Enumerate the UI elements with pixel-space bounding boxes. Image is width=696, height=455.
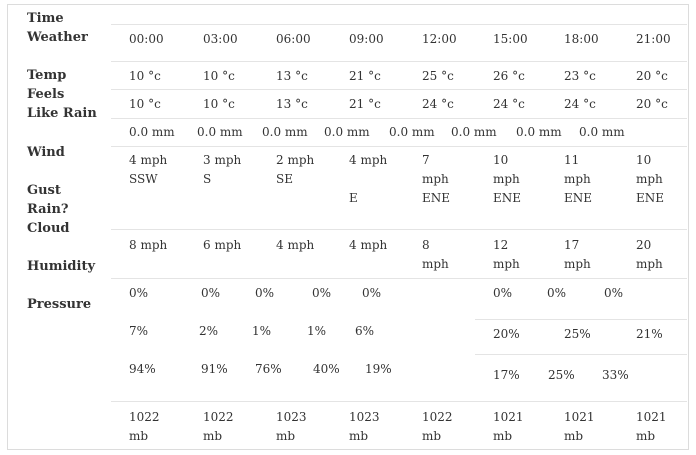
wind-direction-cell: SE [276, 172, 293, 186]
pressure-cell: 1022 [203, 410, 234, 424]
row-divider [111, 146, 687, 147]
wind-speed-cell: 10 [636, 153, 652, 167]
gust-unit: mph [422, 257, 449, 271]
cloud-cell: 7% [129, 324, 149, 338]
wind-speed-cell: 4 mph [129, 153, 168, 167]
rain-chance-cell: 0% [129, 286, 149, 300]
gust-cell: 4 mph [276, 238, 315, 252]
temp-cell: 23 °c [564, 69, 596, 83]
gust-cell: 4 mph [349, 238, 388, 252]
pressure-unit: mb [422, 429, 442, 443]
rain-amount-cell: 0.0 mm [579, 125, 625, 139]
rain-amount-cell: 0.0 mm [451, 125, 497, 139]
feels-like-cell: 24 °c [493, 97, 525, 111]
humidity-cell: 91% [201, 362, 228, 376]
rain-amount-cell: 0.0 mm [516, 125, 562, 139]
humidity-cell: 40% [313, 362, 340, 376]
row-divider [111, 278, 687, 279]
cloud-cell: 25% [564, 327, 591, 341]
pressure-cell: 1023 [276, 410, 307, 424]
row-divider [475, 354, 687, 355]
gust-cell: 6 mph [203, 238, 242, 252]
time-cell: 00:00 [129, 32, 164, 46]
time-cell: 09:00 [349, 32, 384, 46]
feels-like-cell: 24 °c [422, 97, 454, 111]
time-cell: 15:00 [493, 32, 528, 46]
wind-direction-cell: ENE [636, 191, 665, 205]
cloud-cell: 1% [252, 324, 272, 338]
humidity-cell: 33% [602, 368, 629, 382]
wind-direction-cell: E [349, 191, 358, 205]
label-humidity: Humidity [27, 259, 96, 274]
wind-speed-unit: mph [564, 172, 591, 186]
humidity-cell: 17% [493, 368, 520, 382]
row-divider [475, 319, 687, 320]
wind-direction-cell: SSW [129, 172, 158, 186]
pressure-cell: 1021 [564, 410, 595, 424]
rain-chance-cell: 0% [201, 286, 221, 300]
humidity-cell: 76% [255, 362, 282, 376]
cloud-cell: 1% [307, 324, 327, 338]
row-divider [111, 61, 687, 62]
feels-like-cell: 13 °c [276, 97, 308, 111]
time-cell: 06:00 [276, 32, 311, 46]
rain-amount-cell: 0.0 mm [197, 125, 243, 139]
time-cell: 21:00 [636, 32, 671, 46]
wind-speed-cell: 2 mph [276, 153, 315, 167]
pressure-unit: mb [564, 429, 584, 443]
rain-chance-cell: 0% [362, 286, 382, 300]
label-time: Time [27, 11, 64, 26]
gust-cell: 8 mph [129, 238, 168, 252]
temp-cell: 25 °c [422, 69, 454, 83]
pressure-unit: mb [276, 429, 296, 443]
wind-direction-cell: ENE [422, 191, 451, 205]
label-cloud: Cloud [27, 221, 70, 236]
time-cell: 18:00 [564, 32, 599, 46]
humidity-cell: 94% [129, 362, 156, 376]
label-gust: Gust [27, 183, 61, 198]
rain-chance-cell: 0% [493, 286, 513, 300]
rain-chance-cell: 0% [547, 286, 567, 300]
label-temp: Temp [27, 68, 67, 83]
wind-speed-unit: mph [636, 172, 663, 186]
temp-cell: 26 °c [493, 69, 525, 83]
temp-cell: 13 °c [276, 69, 308, 83]
pressure-unit: mb [203, 429, 223, 443]
pressure-unit: mb [129, 429, 149, 443]
time-cell: 12:00 [422, 32, 457, 46]
wind-direction-cell: ENE [564, 191, 593, 205]
rain-chance-cell: 0% [255, 286, 275, 300]
temp-cell: 20 °c [636, 69, 668, 83]
wind-direction-cell: S [203, 172, 212, 186]
wind-speed-unit: mph [422, 172, 449, 186]
rain-chance-cell: 0% [604, 286, 624, 300]
cloud-cell: 6% [355, 324, 375, 338]
wind-speed-cell: 4 mph [349, 153, 388, 167]
row-divider [111, 89, 687, 90]
temp-cell: 10 °c [129, 69, 161, 83]
pressure-cell: 1022 [129, 410, 160, 424]
label-wind: Wind [27, 145, 65, 160]
wind-speed-cell: 10 [493, 153, 509, 167]
feels-like-cell: 24 °c [564, 97, 596, 111]
pressure-unit: mb [349, 429, 369, 443]
label-pressure: Pressure [27, 297, 92, 312]
gust-cell: 12 [493, 238, 509, 252]
row-divider [111, 401, 687, 402]
rain-amount-cell: 0.0 mm [324, 125, 370, 139]
cloud-cell: 21% [636, 327, 663, 341]
wind-speed-cell: 7 [422, 153, 430, 167]
temp-cell: 10 °c [203, 69, 235, 83]
gust-unit: mph [564, 257, 591, 271]
wind-speed-cell: 11 [564, 153, 580, 167]
gust-unit: mph [636, 257, 663, 271]
feels-like-cell: 21 °c [349, 97, 381, 111]
cloud-cell: 2% [199, 324, 219, 338]
rain-amount-cell: 0.0 mm [129, 125, 175, 139]
humidity-cell: 19% [365, 362, 392, 376]
row-divider [111, 229, 687, 230]
pressure-unit: mb [636, 429, 656, 443]
gust-cell: 20 [636, 238, 652, 252]
rain-amount-cell: 0.0 mm [262, 125, 308, 139]
wind-speed-cell: 3 mph [203, 153, 242, 167]
pressure-cell: 1022 [422, 410, 453, 424]
rain-amount-cell: 0.0 mm [389, 125, 435, 139]
feels-like-cell: 20 °c [636, 97, 668, 111]
wind-speed-unit: mph [493, 172, 520, 186]
label-weather: Weather [27, 30, 88, 45]
label-feels: Feels [27, 87, 65, 102]
humidity-cell: 25% [548, 368, 575, 382]
gust-cell: 8 [422, 238, 430, 252]
row-divider [111, 24, 687, 25]
pressure-cell: 1023 [349, 410, 380, 424]
feels-like-cell: 10 °c [129, 97, 161, 111]
gust-cell: 17 [564, 238, 580, 252]
label-like-rain: Like Rain [27, 106, 97, 121]
cloud-cell: 20% [493, 327, 520, 341]
time-cell: 03:00 [203, 32, 238, 46]
gust-unit: mph [493, 257, 520, 271]
label-rain-chance: Rain? [27, 202, 69, 217]
feels-like-cell: 10 °c [203, 97, 235, 111]
wind-direction-cell: ENE [493, 191, 522, 205]
pressure-unit: mb [493, 429, 513, 443]
pressure-cell: 1021 [636, 410, 667, 424]
rain-chance-cell: 0% [312, 286, 332, 300]
pressure-cell: 1021 [493, 410, 524, 424]
temp-cell: 21 °c [349, 69, 381, 83]
row-divider [111, 118, 687, 119]
